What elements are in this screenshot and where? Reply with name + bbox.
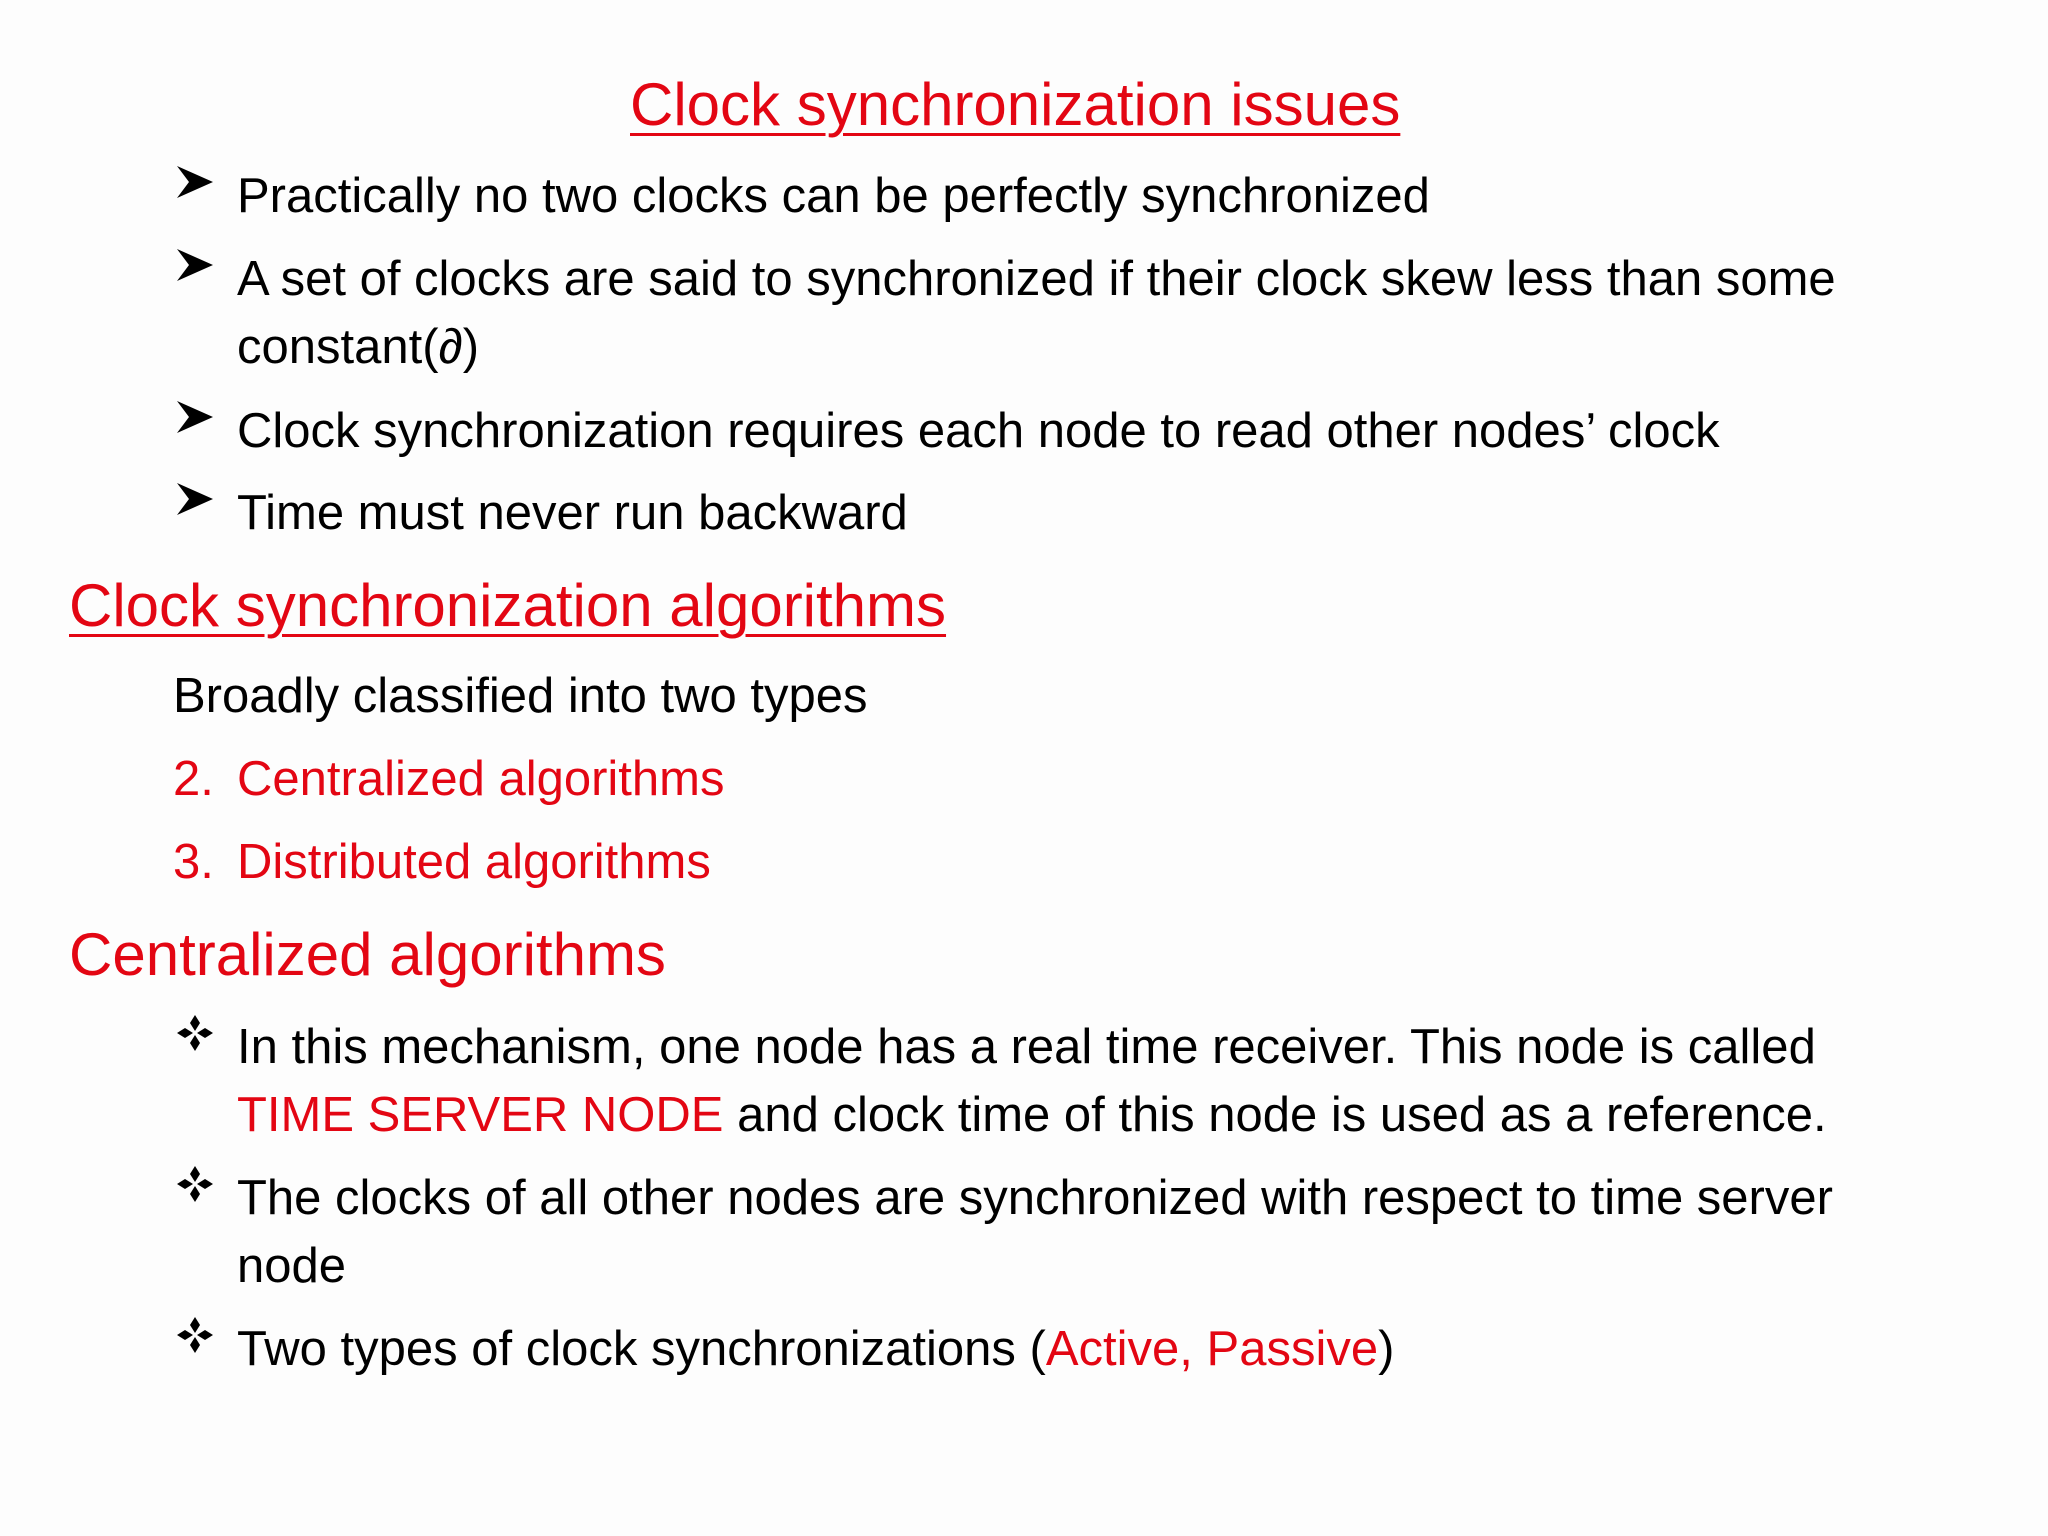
issue-item-continued: constant(∂) xyxy=(237,320,480,374)
diamond-bullet-icon xyxy=(175,1315,225,1355)
algorithms-heading: Clock synchronization algorithms xyxy=(69,572,947,639)
arrow-bullet-icon xyxy=(175,397,225,437)
algorithm-type-label: Centralized algorithms xyxy=(237,752,725,806)
centralized-point-continued xyxy=(237,1081,1827,1149)
centralized-point-text: and clock time of this node is used as a reference. xyxy=(723,1088,1827,1142)
centralized-point: The clocks of all other nodes are synchronized with respect to time server xyxy=(237,1171,1833,1225)
centralized-point xyxy=(237,1315,1394,1383)
centralized-point-text: ) xyxy=(1378,1322,1395,1376)
issue-item: Time must never run backward xyxy=(237,486,908,540)
time-server-node-highlight: TIME SERVER NODE xyxy=(237,1088,724,1142)
algorithm-type-number: 3. xyxy=(173,835,214,889)
algorithm-type-label: Distributed algorithms xyxy=(237,835,711,889)
centralized-point-text: Two types of clock synchronizations ( xyxy=(237,1322,1046,1376)
diamond-bullet-icon xyxy=(175,1164,225,1204)
slide-title: Clock synchronization issues xyxy=(630,71,1401,138)
arrow-bullet-icon xyxy=(175,245,225,285)
centralized-point-continued: node xyxy=(237,1239,347,1293)
issue-item: Clock synchronization requires each node to read other nodes’ clock xyxy=(237,404,1720,458)
algorithms-intro: Broadly classified into two types xyxy=(173,669,868,723)
sync-types-highlight: Active, Passive xyxy=(1045,1322,1379,1376)
issue-item: Practically no two clocks can be perfectly synchronized xyxy=(237,169,1430,223)
issue-item: A set of clocks are said to synchronized if their clock skew less than some xyxy=(237,252,1836,306)
arrow-bullet-icon xyxy=(175,479,225,519)
algorithm-type-number: 2. xyxy=(173,752,214,806)
arrow-bullet-icon xyxy=(175,162,225,202)
diamond-bullet-icon xyxy=(175,1013,225,1053)
centralized-point: In this mechanism, one node has a real time receiver. This node is called xyxy=(237,1020,1816,1074)
centralized-heading: Centralized algorithms xyxy=(69,921,666,988)
